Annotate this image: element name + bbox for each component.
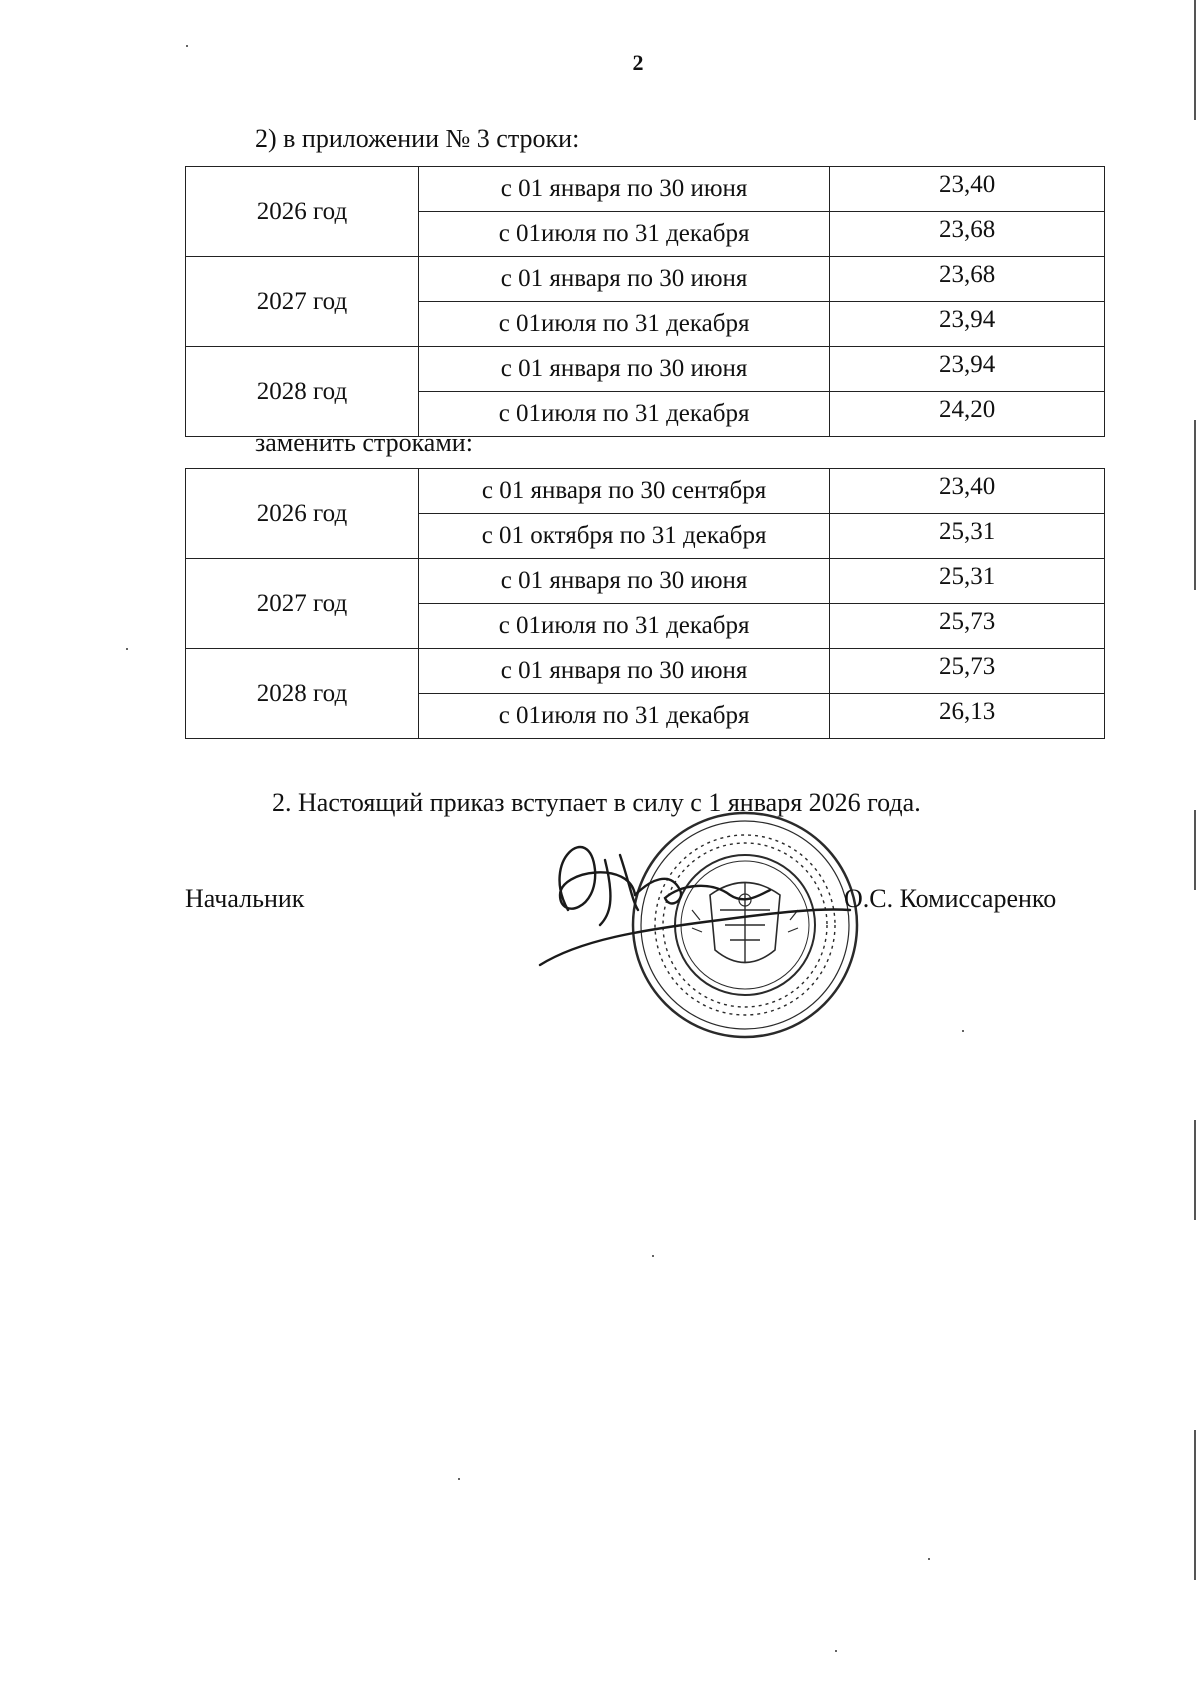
rate-value-cell: 24,20 xyxy=(830,392,1105,437)
rate-value-cell: 23,68 xyxy=(830,212,1105,257)
stamp-seal xyxy=(633,813,857,1037)
scan-edge xyxy=(1194,1120,1196,1220)
period-cell: с 01 января по 30 сентября xyxy=(418,469,829,514)
rate-value-cell: 26,13 xyxy=(830,694,1105,739)
rate-value-cell: 25,31 xyxy=(830,514,1105,559)
period-cell: с 01июля по 31 декабря xyxy=(418,212,829,257)
year-cell: 2028 год xyxy=(186,347,419,437)
old-rates-table xyxy=(185,166,1105,437)
table-row xyxy=(186,257,1105,302)
intro-text: 2) в приложении № 3 строки: xyxy=(255,124,580,153)
table-row xyxy=(186,469,1105,514)
rate-value-cell: 25,73 xyxy=(830,649,1105,694)
rate-value-cell: 23,68 xyxy=(830,257,1105,302)
period-cell: с 01июля по 31 декабря xyxy=(418,302,829,347)
year-cell: 2027 год xyxy=(186,257,419,347)
period-cell: с 01июля по 31 декабря xyxy=(418,694,829,739)
year-cell: 2026 год xyxy=(186,469,419,559)
rate-value-cell: 25,31 xyxy=(830,559,1105,604)
rate-value-cell: 23,94 xyxy=(830,347,1105,392)
year-cell: 2026 год xyxy=(186,167,419,257)
period-cell: с 01 января по 30 июня xyxy=(418,347,829,392)
scan-speck xyxy=(652,1255,654,1257)
table-row xyxy=(186,347,1105,392)
rate-value-cell: 23,40 xyxy=(830,167,1105,212)
scan-speck xyxy=(458,1478,460,1480)
period-cell: с 01 января по 30 июня xyxy=(418,559,829,604)
scan-speck xyxy=(186,45,188,47)
scan-edge xyxy=(1194,0,1196,120)
rate-value-cell: 23,40 xyxy=(830,469,1105,514)
scan-speck xyxy=(126,648,128,650)
period-cell: с 01июля по 31 декабря xyxy=(418,392,829,437)
official-stamp-and-signature xyxy=(520,800,920,1050)
replace-text: заменить строками: xyxy=(255,428,473,457)
period-cell: с 01 января по 30 июня xyxy=(418,167,829,212)
year-cell: 2028 год xyxy=(186,649,419,739)
rate-value-cell: 23,94 xyxy=(830,302,1105,347)
table-row xyxy=(186,559,1105,604)
old-rates-body xyxy=(186,167,1105,437)
signatory-name: О.С. Комиссаренко xyxy=(844,884,1057,913)
signatory-position: Начальник xyxy=(185,884,305,913)
rate-value-cell: 25,73 xyxy=(830,604,1105,649)
new-rates-table xyxy=(185,468,1105,739)
page-number: 2 xyxy=(632,50,644,75)
scan-edge xyxy=(1194,420,1196,590)
table-row xyxy=(186,649,1105,694)
scan-edge xyxy=(1194,1430,1196,1580)
clause-2: 2. Настоящий приказ вступает в силу с 1 января 2026 года. xyxy=(272,788,921,817)
period-cell: с 01 октября по 31 декабря xyxy=(418,514,829,559)
period-cell: с 01 января по 30 июня xyxy=(418,649,829,694)
handwritten-signature xyxy=(540,847,850,965)
scan-speck xyxy=(835,1650,837,1652)
scan-speck xyxy=(962,1030,964,1032)
table-row xyxy=(186,167,1105,212)
period-cell: с 01июля по 31 декабря xyxy=(418,604,829,649)
scan-edge xyxy=(1194,810,1196,890)
new-rates-body xyxy=(186,469,1105,739)
scan-speck xyxy=(928,1558,930,1560)
period-cell: с 01 января по 30 июня xyxy=(418,257,829,302)
year-cell: 2027 год xyxy=(186,559,419,649)
